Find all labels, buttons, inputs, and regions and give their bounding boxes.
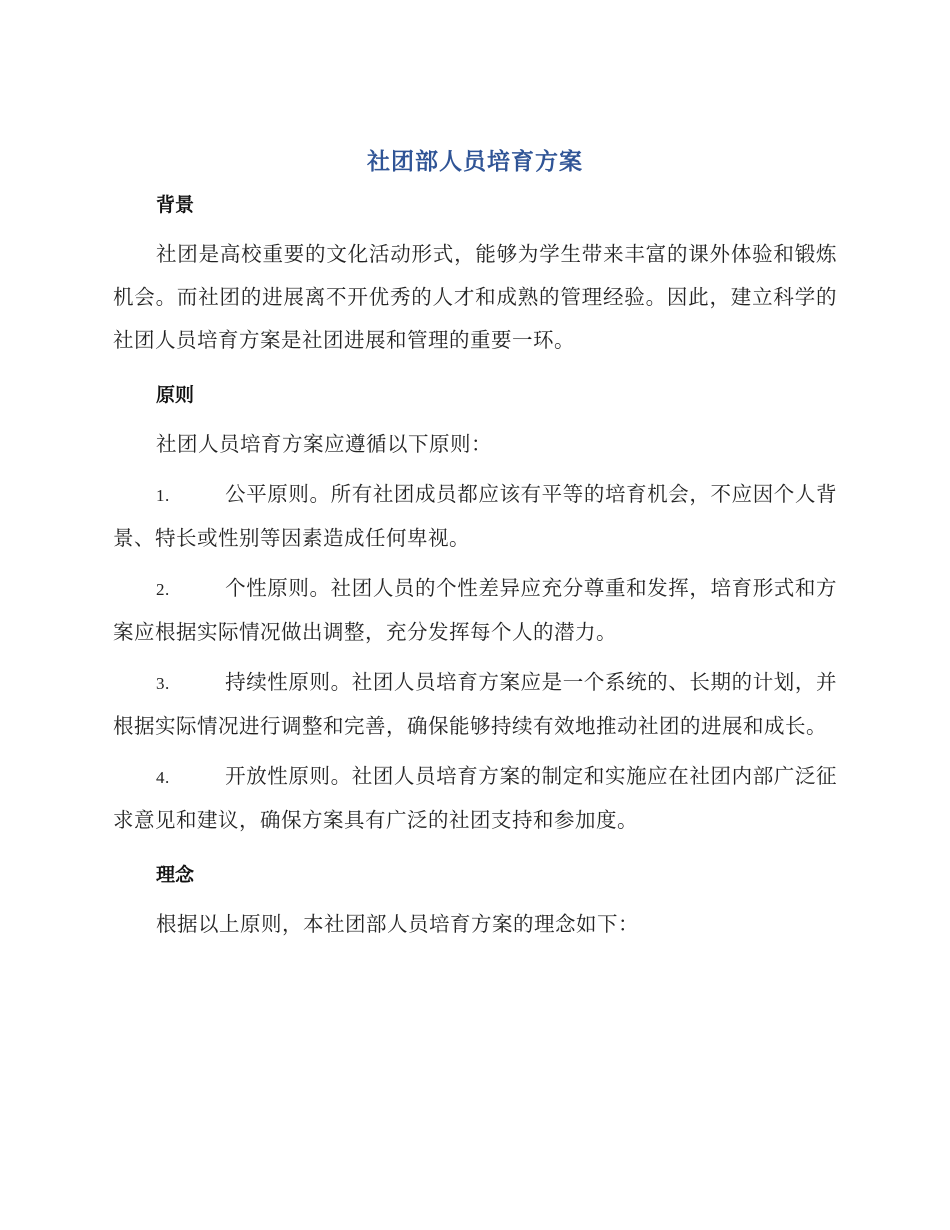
spacer — [113, 748, 837, 755]
list-item-text: 个性原则。社团人员的个性差异应充分尊重和发挥，培育形式和方案应根据实际情况做出调整，充分发挥每个人的潜力。 — [113, 576, 837, 644]
section-heading-philosophy: 理念 — [156, 864, 195, 886]
list-number: 1. — [156, 486, 170, 505]
list-item-text: 开放性原则。社团人员培育方案的制定和实施应在社团内部广泛征求意见和建议，确保方案具有广泛的社团支持和参加度。 — [113, 764, 837, 832]
page-title: 社团部人员培育方案 — [367, 149, 583, 175]
list-number: 3. — [156, 674, 170, 693]
list-item — [113, 661, 837, 748]
spacer — [113, 466, 837, 473]
spacer — [113, 362, 837, 374]
spacer — [113, 416, 837, 423]
paragraph-principles-intro: 社团人员培育方案应遵循以下原则： — [156, 432, 492, 456]
list-item — [113, 755, 837, 842]
section-heading-principles: 原则 — [156, 384, 195, 406]
list-number: 4. — [156, 768, 170, 787]
document-body — [113, 140, 837, 946]
paragraph-philosophy: 根据以上原则，本社团部人员培育方案的理念如下： — [156, 912, 639, 936]
spacer — [113, 560, 837, 567]
list-item — [113, 567, 837, 654]
list-number: 2. — [156, 580, 170, 599]
spacer — [113, 226, 837, 233]
list-item — [113, 473, 837, 560]
spacer — [113, 842, 837, 854]
section-heading-background: 背景 — [156, 194, 195, 216]
paragraph-background: 社团是高校重要的文化活动形式，能够为学生带来丰富的课外体验和锻炼机会。而社团的进展离不开优秀的人才和成熟的管理经验。因此，建立科学的社团人员培育方案是社团进展和管理的重要一环。 — [113, 242, 837, 352]
list-item-text: 持续性原则。社团人员培育方案应是一个系统的、长期的计划，并根据实际情况进行调整和完善，确保能够持续有效地推动社团的进展和成长。 — [113, 670, 837, 738]
list-item-text: 公平原则。所有社团成员都应该有平等的培育机会，不应因个人背景、特长或性别等因素造成任何卑视。 — [113, 482, 837, 550]
spacer — [113, 896, 837, 903]
spacer — [113, 654, 837, 661]
